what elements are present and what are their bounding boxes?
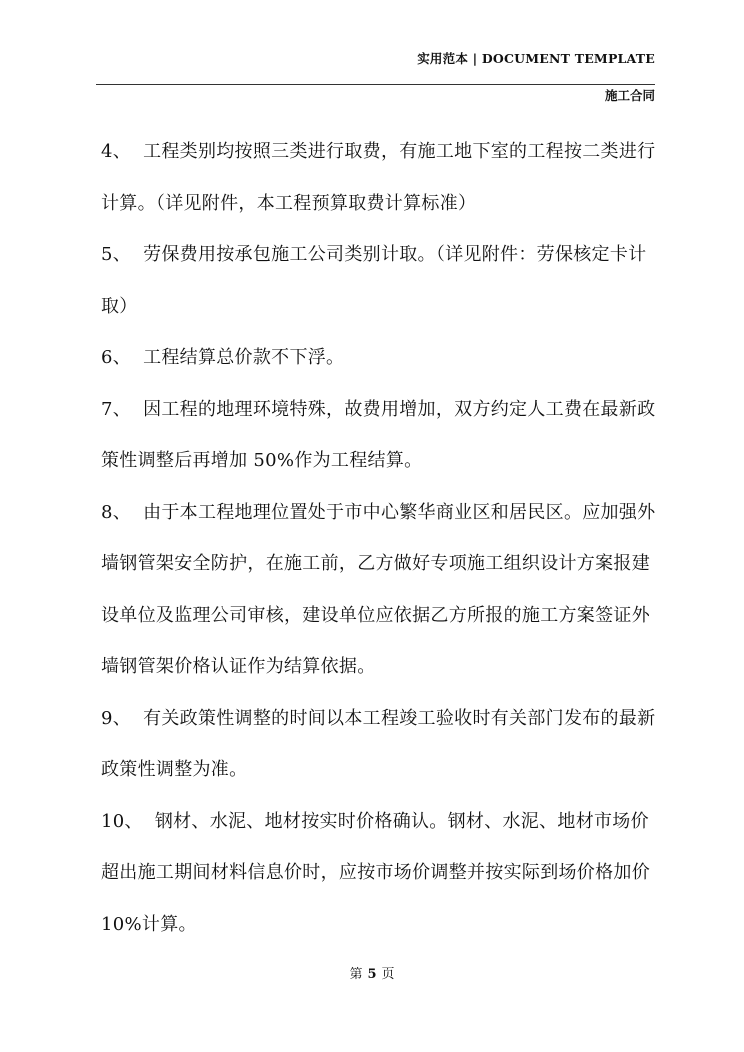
clause-text: 由于本工程地理位置处于市中心繁华商业区和居民区。应加强外墙钢管架安全防护，在施工前，乙方做好专项施工组织设计方案报建设单位及监理公司审核，建设单位应依据乙方所报的施工方案签证外墙钢管架价格认证作为结算依据。 xyxy=(101,501,656,677)
clause-6 xyxy=(101,332,661,384)
clause-10 xyxy=(101,796,661,951)
header-subtitle: 施工合同 xyxy=(604,88,655,103)
page-header xyxy=(96,50,655,103)
clause-number: 6、 xyxy=(101,347,132,368)
clause-number: 10、 xyxy=(101,810,143,832)
clause-9 xyxy=(101,693,661,796)
clause-text: 有关政策性调整的时间以本工程竣工验收时有关部门发布的最新政策性调整为准。 xyxy=(101,707,656,780)
page-footer xyxy=(0,963,744,982)
clause-number: 7、 xyxy=(101,398,132,420)
clause-number: 4、 xyxy=(101,141,132,162)
header-divider xyxy=(96,84,655,85)
clause-text: 钢材、水泥、地材按实时价格确认。钢材、水泥、地材市场价超出施工期间材料信息价时，应按市场价调整并按实际到场价格加价 10%计算。 xyxy=(101,810,650,935)
clause-8 xyxy=(101,487,661,693)
page-number: 5 xyxy=(367,967,377,982)
clause-text: 劳保费用按承包施工公司类别计取。（详见附件：劳保核定卡计取） xyxy=(101,244,647,317)
page-number-suffix: 页 xyxy=(381,967,395,982)
clause-number: 5、 xyxy=(101,244,132,265)
clause-text: 工程类别均按照三类进行取费，有施工地下室的工程按二类进行计算。（详见附件，本工程预算取费计算标准） xyxy=(101,141,656,214)
clause-number: 8、 xyxy=(101,501,132,523)
clause-4 xyxy=(101,126,661,229)
clause-text: 因工程的地理环境特殊，故费用增加，双方约定人工费在最新政策性调整后再增加 50%作为工程结算。 xyxy=(101,398,656,471)
header-title: 实用范本 | DOCUMENT TEMPLATE xyxy=(417,51,655,66)
clause-5 xyxy=(101,229,661,332)
document-body xyxy=(101,126,661,950)
clause-7 xyxy=(101,384,661,487)
clause-text: 工程结算总价款不下浮。 xyxy=(143,347,345,368)
clause-number: 9、 xyxy=(101,707,132,729)
page-number-prefix: 第 xyxy=(349,967,363,982)
